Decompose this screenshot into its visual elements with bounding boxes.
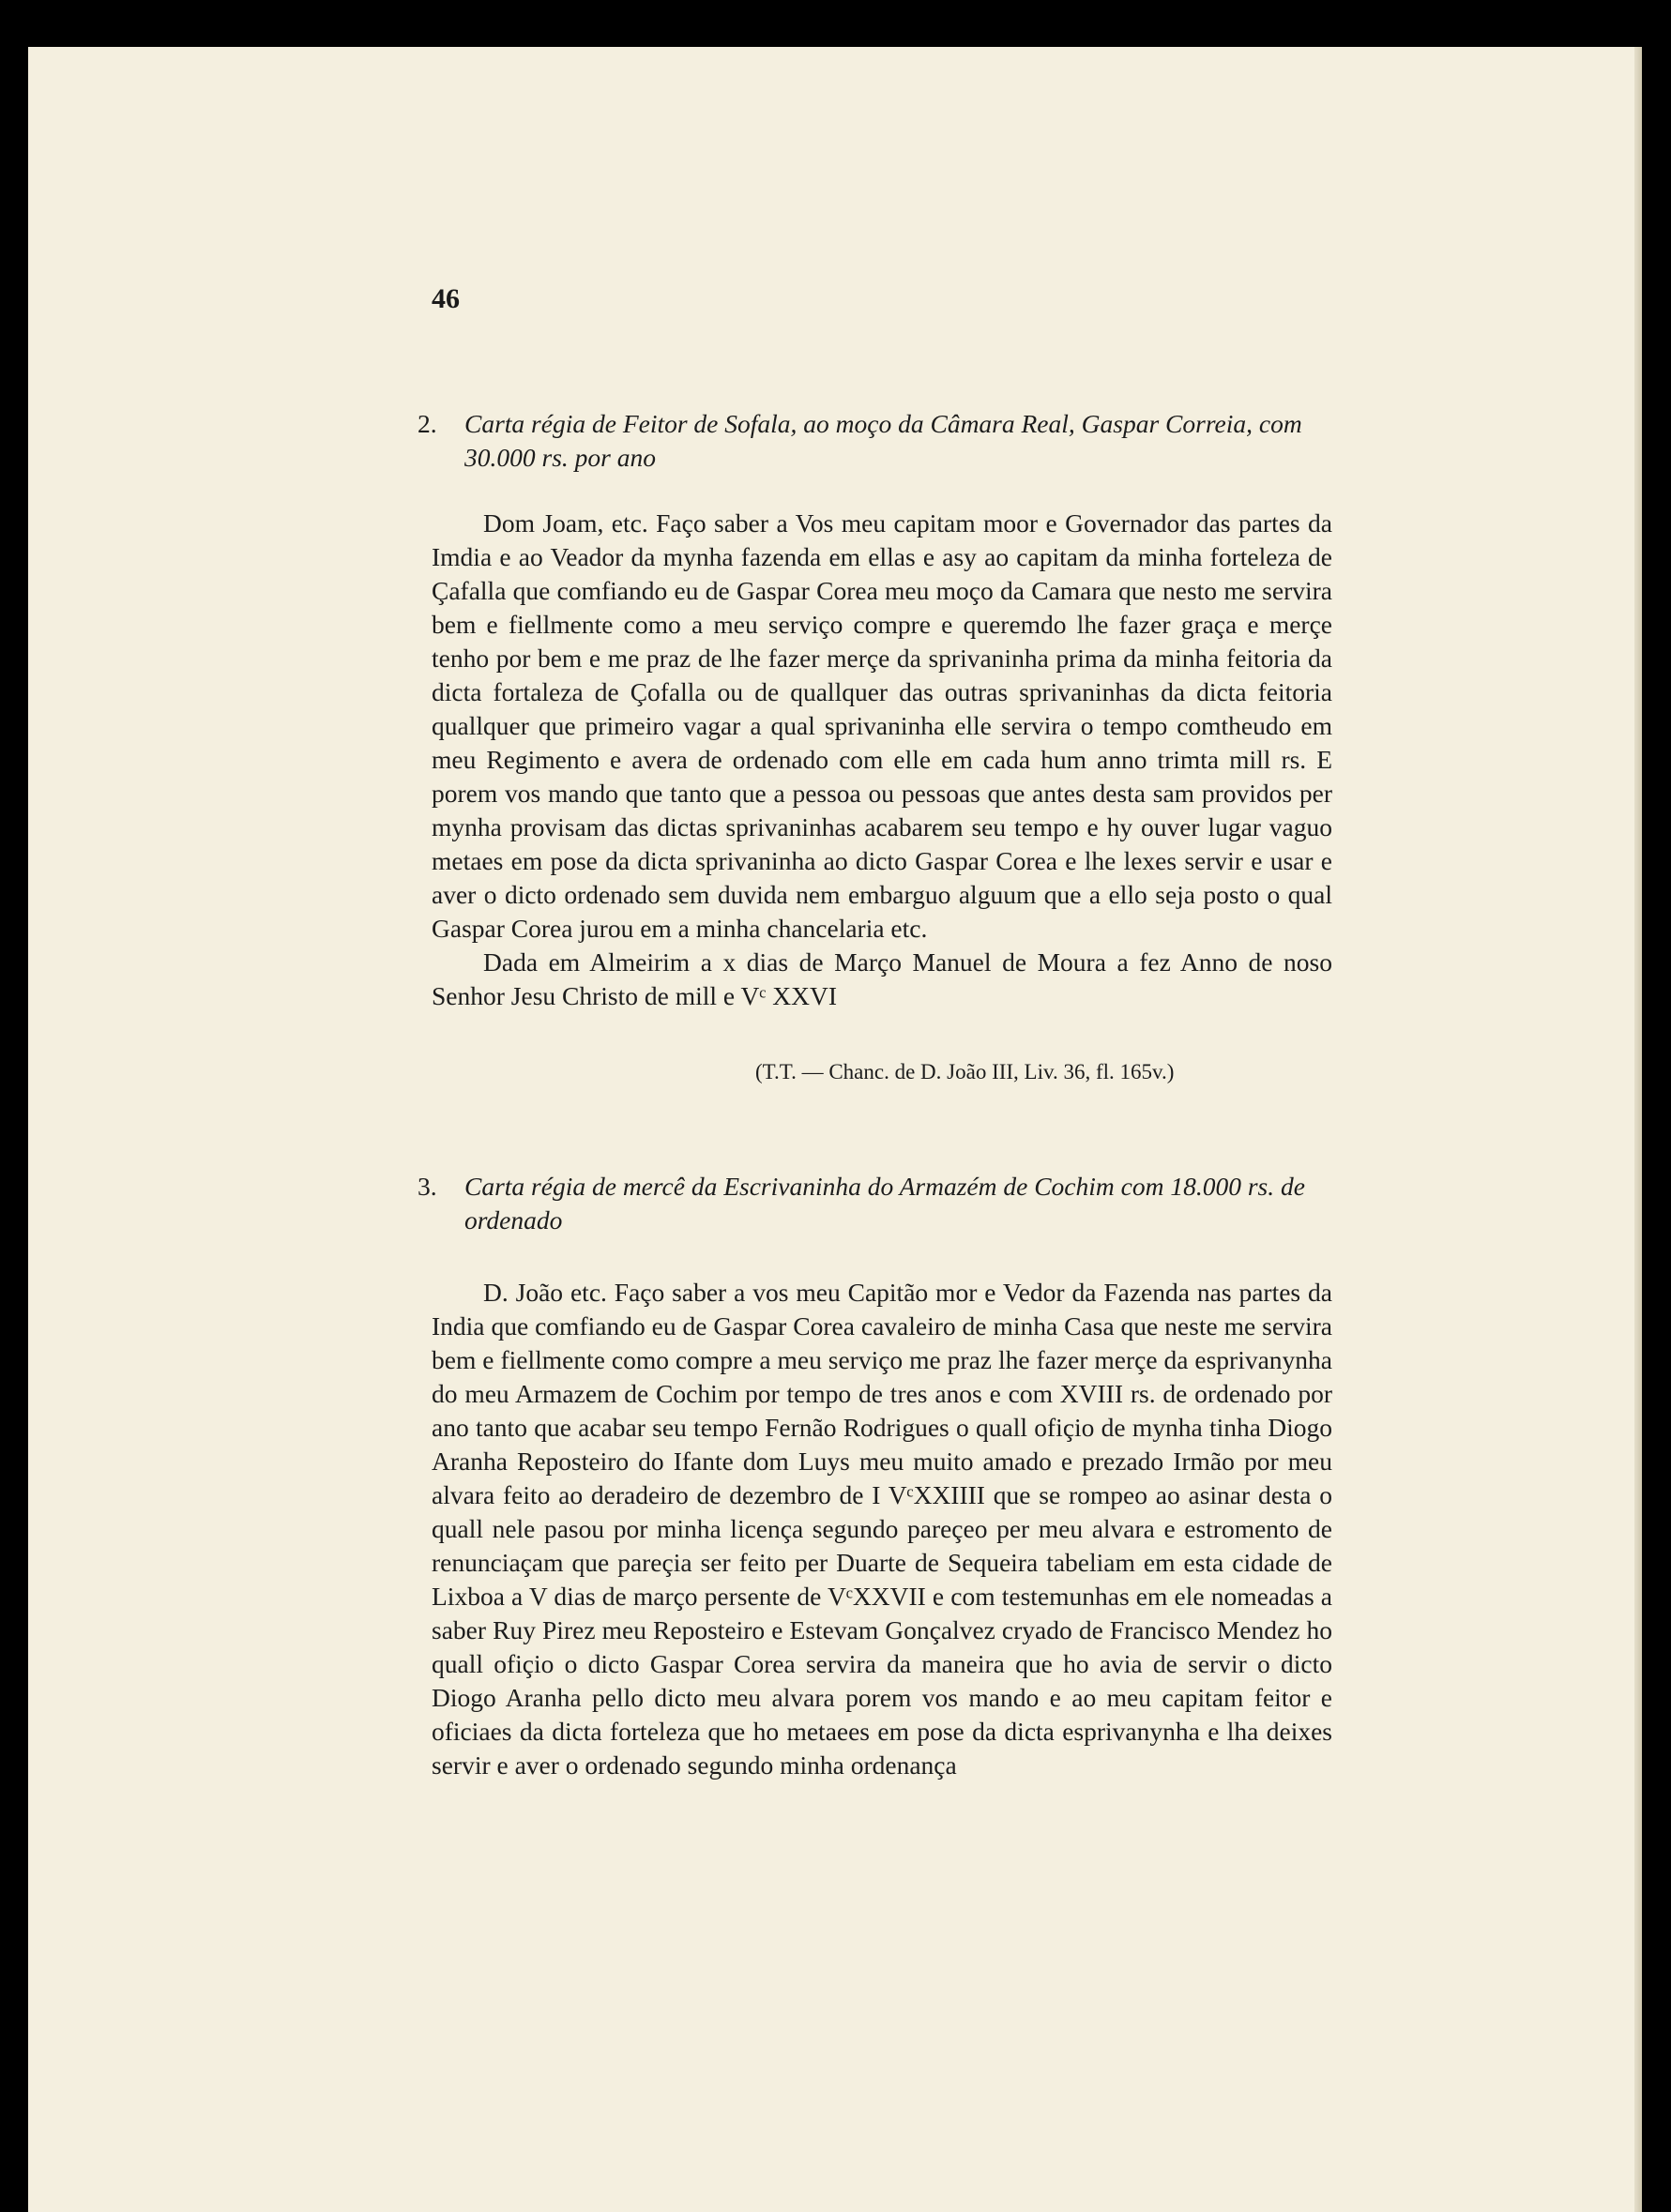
section-3-paragraph: D. João etc. Faço saber a vos meu Capitão mor e Vedor da Fazenda nas partes da India que comfiando eu de Gaspar Corea cavaleiro de minha Casa que neste me servira bem e fiellmente como compre a meu serviço me praz lhe fazer merçe da esprivanynha do meu Armazem de Cochim por tempo de tres anos e com XVIII rs. de ordenado por ano tanto que acabar seu tempo Fernão Rodrigues o quall ofiçio de mynha tinha Diogo Aranha Reposteiro do Ifante dom Luys meu muito amado e prezado Irmão por meu alvara feito ao deradeiro de dezembro de I VᶜXXIIII que se rompeo ao asinar desta o quall nele pasou por minha licença segundo pareçeo per meu alvara e estromento de renunciaçam que pareçia ser feito per Duarte de Sequeira tabeliam em esta cidade de Lixboa a V dias de março persente de VᶜXXVII e com testemunhas em ele nomeadas a saber Ruy Pirez meu Reposteiro e Estevam Gonçalvez cryado de Francisco Mendez ho quall ofiçio o dicto Gaspar Corea servira da maneira que ho avia de servir o dicto Diogo Aranha pello dicto meu alvara porem vos mando e ao meu capitam feitor e oficiaes da dicta forteleza que ho metaees em pose da dicta esprivanynha e lha deixes servir e aver o ordenado segundo minha ordenança (432, 1278, 1332, 1780)
section-2-title: Carta régia de Feitor de Sofala, ao moço da Câmara Real, Gaspar Correia, com 30.000 rs. por ano (464, 409, 1302, 472)
section-3-heading (418, 1170, 1332, 1237)
section-2-paragraph: Dom Joam, etc. Faço saber a Vos meu capitam moor e Governador das partes da Imdia e ao Veador da mynha fazenda em ellas e asy ao capitam da minha forteleza de Çafalla que comfiando eu de Gaspar Corea meu moço da Camara que nesto me servira bem e fiellmente como a meu serviço compre e queremdo lhe fazer graça e merçe tenho por bem e me praz de lhe fazer merçe da sprivaninha prima da minha feitoria da dicta fortaleza de Çofalla ou de quallquer das outras sprivaninhas da dicta feitoria quallquer que primeiro vagar a qual sprivaninha elle servira o tempo comtheudo em meu Regimento e avera de ordenado com elle em cada hum anno trimta mill rs. E porem vos mando que tanto que a pessoa ou pessoas que antes desta sam providos per mynha provisam das dictas sprivaninhas acabarem seu tempo e hy ouver lugar vaguo metaes em pose da dicta sprivaninha ao dicto Gaspar Corea e lhe lexes servir e usar e aver o dicto ordenado sem duvida nem embarguo alguum que a ello seja posto o qual Gaspar Corea jurou em a minha chancelaria etc. (432, 508, 1332, 943)
section-3-number: 3. (418, 1172, 437, 1201)
section-3-title: Carta régia de mercê da Escrivaninha do Armazém de Cochim com 18.000 rs. de ordenado (464, 1172, 1305, 1235)
section-2-body (432, 507, 1332, 1013)
page-number: 46 (432, 283, 460, 314)
section-2-heading (418, 407, 1332, 475)
section-2-paragraph: Dada em Almeirim a x dias de Março Manuel de Moura a fez Anno de noso Senhor Jesu Christo de mill e Vᶜ XXVI (432, 947, 1332, 1010)
section-2-number: 2. (418, 409, 437, 438)
page-edge (1634, 47, 1642, 2212)
document-page (28, 47, 1642, 2212)
section-3-body (432, 1276, 1332, 1782)
section-2-citation: (T.T. — Chanc. de D. João III, Liv. 36, fl. 165v.) (755, 1060, 1175, 1083)
